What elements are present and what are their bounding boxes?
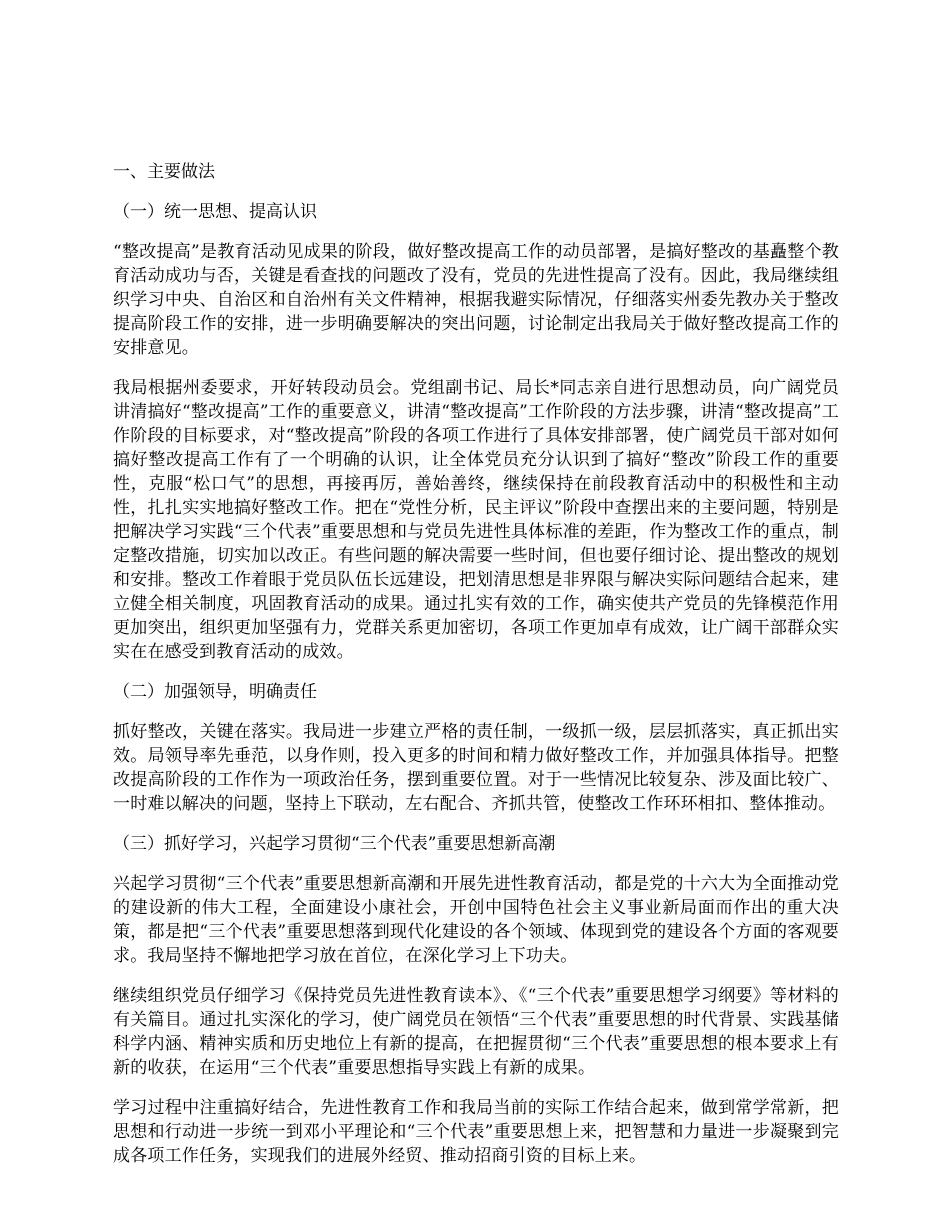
paragraph: 兴起学习贯彻“三个代表”重要思想新高潮和开展先进性教育活动，都是党的十六大为全面推动党的建设新的伟大工程，全面建设小康社会，开创中国特色社会主义事业新局面而作出的重大决策，都是把“三个代表”重要思想落到现代化建设的各个领域、体现到党的建设各个方面的客观要求。我局坚持不懈地把学习放在首位，在深化学习上下功夫。 — [113, 874, 839, 966]
paragraph: 我局根据州委要求，开好转段动员会。党组副书记、局长*同志亲自进行思想动员，向广阔党员讲清搞好“整改提高”工作的重要意义，讲清“整改提高”工作阶段的方法步骤，讲清“整改提高”工作阶段的目标要求，对“整改提高”阶段的各项工作进行了具体安排部署，使广阔党员干部对如何搞好整改提高工作有了一个明确的认识，让全体党员充分认识到了搞好“整改”阶段工作的重要性，克服“松口气”的思想，再接再厉，善始善终，继续保持在前段教育活动中的积极性和主动性，扎扎实实地搞好整改工作。把在“党性分析，民主评议”阶段中查摆出来的主要问题，特别是把解决学习实践“三个代表”重要思想和与党员先进性具体标准的差距，作为整改工作的重点，制定整改措施，切实加以改正。有些问题的解决需要一些时间，但也要仔细讨论、提出整改的规划和安排。整改工作着眼于党员队伍长远建设，把划清思想是非界限与解决实际问题结合起来，建立健全相关制度，巩固教育活动的成果。通过扎实有效的工作，确实使共产党员的先锋模范作用更加突出，组织更加坚强有力，党群关系更加密切，各项工作更加卓有成效，让广阔干部群众实实在在感受到教育活动的成效。 — [113, 378, 839, 662]
paragraph: 继续组织党员仔细学习《保持党员先进性教育读本》、《“三个代表”重要思想学习纲要》等材料的有关篇目。通过扎实深化的学习，使广阔党员在领悟“三个代表”重要思想的时代背景、实践基储科学内涵、精神实质和历史地位上有新的提高，在把握贯彻“三个代表”重要思想的根本要求上有新的收获，在运用“三个代表”重要思想指导实践上有新的成果。 — [113, 986, 839, 1078]
subsection-title-2: （二）加强领导，明确责任 — [113, 682, 317, 702]
subsection-title-3: （三）抓好学习，兴起学习贯彻“三个代表”重要思想新高潮 — [113, 834, 556, 854]
subsection-title-1: （一）统一思想、提高认识 — [113, 202, 317, 222]
paragraph: 抓好整改，关键在落实。我局进一步建立严格的责任制，一级抓一级，层层抓落实，真正抓出实效。局领导率先垂范，以身作则，投入更多的时间和精力做好整改工作，并加强具体指导。把整改提高阶段的工作作为一项政治任务，摆到重要位置。对于一些情况比较复杂、涉及面比较广、一时难以解决的问题，坚持上下联动，左右配合、齐抓共管，使整改工作环环相扣、整体推动。 — [113, 722, 839, 814]
paragraph: 学习过程中注重搞好结合，先进性教育工作和我局当前的实际工作结合起来，做到常学常新，把思想和行动进一步统一到邓小平理论和“三个代表”重要思想上来，把智慧和力量进一步凝聚到完成各项工作任务，实现我们的进展外经贸、推动招商引资的目标上来。 — [113, 1098, 839, 1166]
document-body — [113, 160, 839, 1184]
paragraph: “整改提高”是教育活动见成果的阶段，做好整改提高工作的动员部署，是搞好整改的基矗整个教育活动成功与否，关键是看查找的问题改了没有，党员的先进性提高了没有。因此，我局继续组织学习中央、自治区和自治州有关文件精神，根据我避实际情况，仔细落实州委先教办关于整改提高阶段工作的安排，进一步明确要解决的突出问题，讨论制定出我局关于做好整改提高工作的安排意见。 — [113, 242, 839, 358]
section-title: 一、主要做法 — [113, 162, 215, 182]
